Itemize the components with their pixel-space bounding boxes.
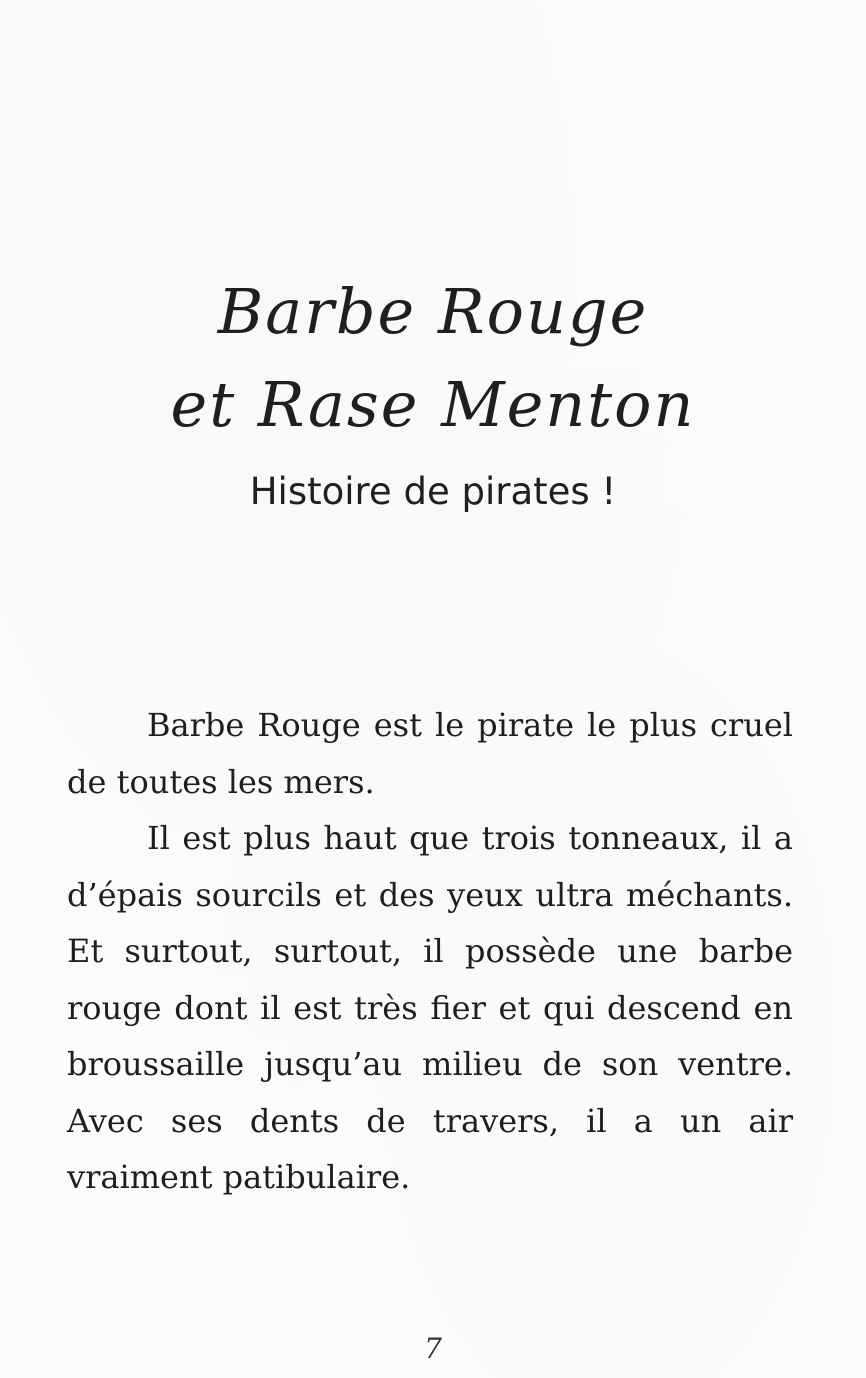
page-number: 7 [424, 1332, 442, 1365]
paragraph-1: Barbe Rouge est le pirate le plus cruel de toutes les mers. [67, 706, 793, 801]
chapter-title-line-2: et Rase Menton [170, 368, 696, 441]
paragraph-2: Il est plus haut que trois tonneaux, il a d’épais sourcils et des yeux ultra méchants. Et surtout, surtout, il possède une barbe rouge dont il est très fier et qui descend en broussaille jusqu’au milieu de son ventre. Avec ses dents de travers, il a un air vraiment patibulaire. [67, 819, 793, 1196]
chapter-subtitle: Histoire de pirates ! [249, 470, 617, 513]
chapter-title-line-1: Barbe Rouge [217, 275, 649, 348]
